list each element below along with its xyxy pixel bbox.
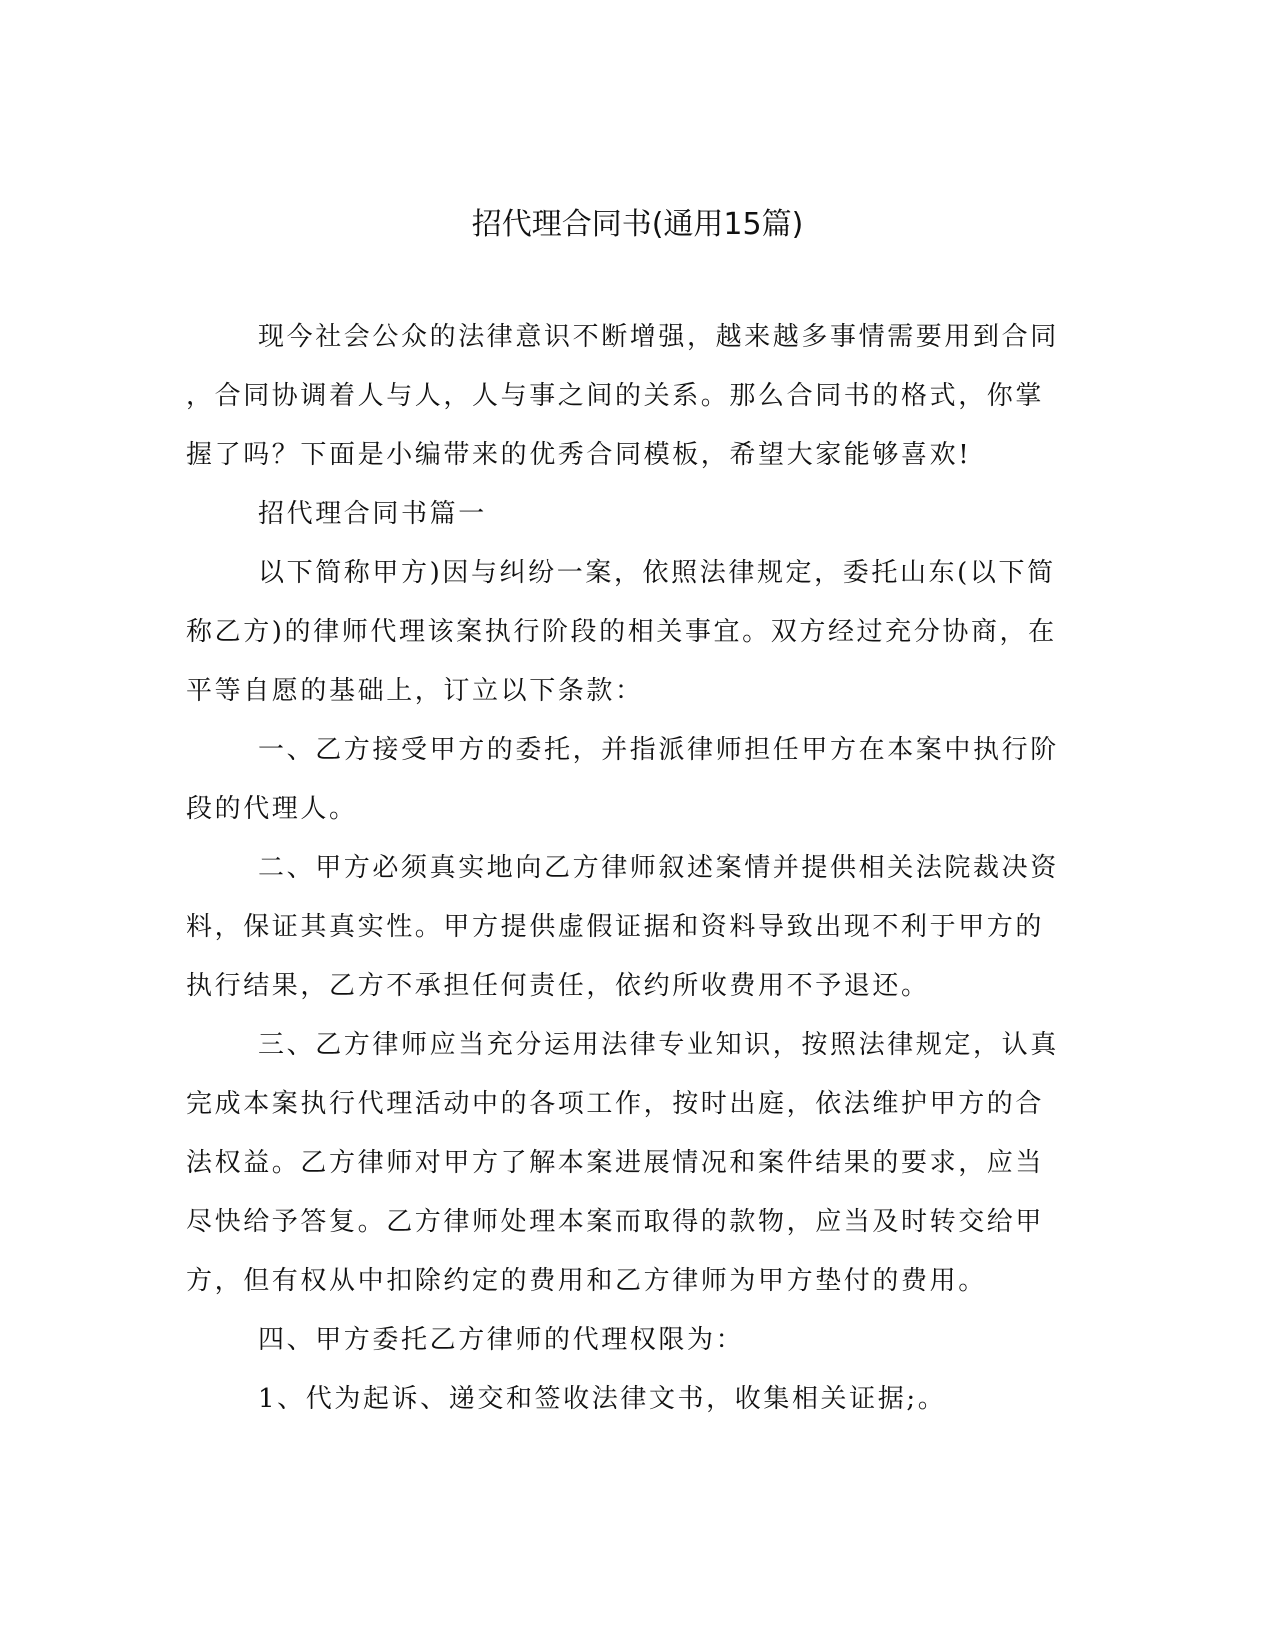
paragraph-3-line-3: 平等自愿的基础上，订立以下条款： <box>186 676 644 706</box>
section-heading: 招代理合同书篇一 <box>258 499 487 529</box>
clause-3-line-1: 三、乙方律师应当充分运用法律专业知识，按照法律规定，认真 <box>258 1030 1059 1060</box>
clause-1-line-1: 一、乙方接受甲方的委托，并指派律师担任甲方在本案中执行阶 <box>258 735 1059 765</box>
clause-3-line-4: 尽快给予答复。乙方律师处理本案而取得的款物，应当及时转交给甲 <box>186 1207 1045 1237</box>
clause-2-line-1: 二、甲方必须真实地向乙方律师叙述案情并提供相关法院裁决资 <box>258 853 1059 883</box>
clause-4-line-1: 四、甲方委托乙方律师的代理权限为： <box>258 1325 745 1355</box>
document-title: 招代理合同书(通用15篇) <box>471 207 804 242</box>
clause-3-line-5: 方，但有权从中扣除约定的费用和乙方律师为甲方垫付的费用。 <box>186 1266 987 1296</box>
paragraph-3-line-1: 以下简称甲方)因与纠纷一案，依照法律规定，委托山东(以下简 <box>258 558 1056 588</box>
paragraph-3-line-2: 称乙方)的律师代理该案执行阶段的相关事宜。双方经过充分协商，在 <box>186 617 1057 647</box>
clause-4-item-1: 1、代为起诉、递交和签收法律文书，收集相关证据;。 <box>258 1384 947 1414</box>
clause-1-line-2: 段的代理人。 <box>186 794 358 824</box>
clause-3-line-3: 法权益。乙方律师对甲方了解本案进展情况和案件结果的要求，应当 <box>186 1148 1045 1178</box>
paragraph-1-line-1: 现今社会公众的法律意识不断增强，越来越多事情需要用到合同 <box>258 322 1059 352</box>
paragraph-1-line-2: ，合同协调着人与人，人与事之间的关系。那么合同书的格式，你掌 <box>186 381 1045 411</box>
paragraph-1-line-3: 握了吗？下面是小编带来的优秀合同模板，希望大家能够喜欢! <box>186 440 972 470</box>
clause-3-line-2: 完成本案执行代理活动中的各项工作，按时出庭，依法维护甲方的合 <box>186 1089 1045 1119</box>
clause-2-line-3: 执行结果，乙方不承担任何责任，依约所收费用不予退还。 <box>186 971 930 1001</box>
clause-2-line-2: 料，保证其真实性。甲方提供虚假证据和资料导致出现不利于甲方的 <box>186 912 1045 942</box>
